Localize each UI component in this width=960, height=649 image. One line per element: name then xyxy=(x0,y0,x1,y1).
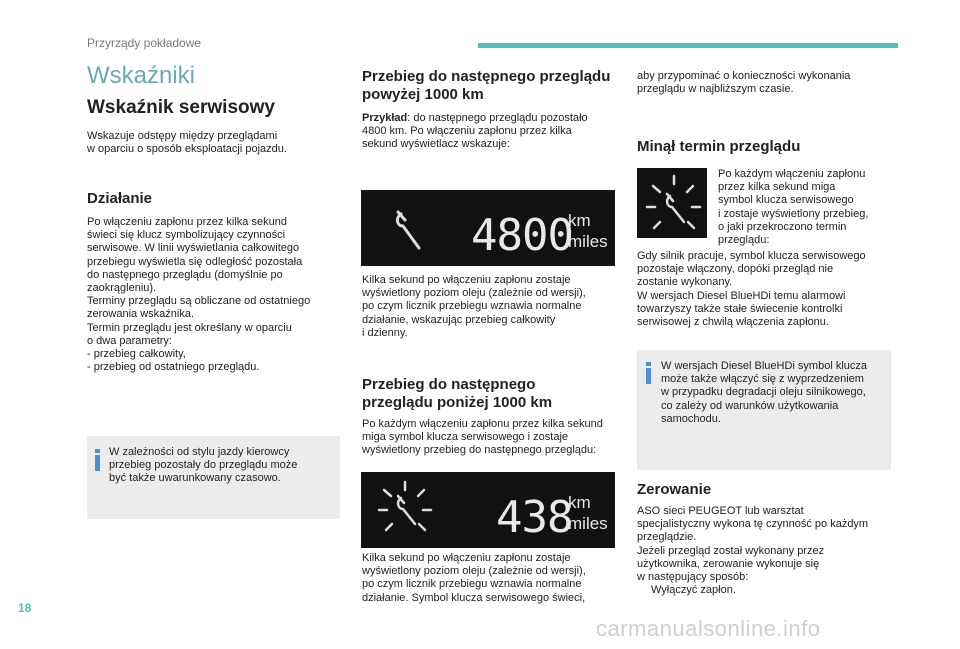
text-line: towarzyszy także stałe świecenie kontrolki xyxy=(637,302,843,315)
text-line: Gdy silnik pracuje, symbol klucza serwisowego xyxy=(637,250,866,262)
text-line: wyświetlony poziom oleju (zależnie od wersji), xyxy=(362,565,586,578)
info-line: W wersjach Diesel BlueHDi symbol klucza xyxy=(661,360,868,372)
heading-line: Przebieg do następnego przeglądu xyxy=(362,68,611,85)
zerowanie-paragraph xyxy=(637,505,899,597)
unit-miles: miles xyxy=(568,514,608,533)
display-value: 438 xyxy=(496,492,573,543)
text-line: specjalistyczny wykona tę czynność po każdym xyxy=(637,518,869,531)
text-line: przebiegu wyświetla się odległość pozostała xyxy=(87,255,303,268)
bullet-item xyxy=(637,584,899,597)
after-display-paragraph-2 xyxy=(362,552,624,605)
text-line: ASO sieci PEUGEOT lub warsztat xyxy=(637,505,804,517)
breadcrumb: Przyrządy pokładowe xyxy=(87,36,202,50)
text-line: zostanie wykonany. xyxy=(637,276,733,289)
continuation-paragraph xyxy=(637,70,897,96)
text-line: wyświetlony przebieg do następnego przeglądu: xyxy=(362,444,597,457)
text-line: działanie, wskazując przebieg całkowity xyxy=(362,313,556,326)
section-heading-below-1000 xyxy=(362,376,622,412)
text-line: W wersjach Diesel BlueHDi temu alarmowi xyxy=(637,289,846,302)
section-heading-zerowanie: Zerowanie xyxy=(637,481,712,498)
info-line: co zależy od warunków użytkowania xyxy=(661,399,839,412)
display-438 xyxy=(361,472,615,548)
info-line: przebieg pozostały do przeglądu może xyxy=(109,459,298,472)
text-line: - przebieg od ostatniego przeglądu. xyxy=(87,361,260,374)
dzialanie-paragraph xyxy=(87,216,342,374)
wrench-icon xyxy=(397,212,419,248)
info-line: W zależności od stylu jazdy kierowcy xyxy=(109,446,290,458)
text-line: wyświetlony poziom oleju (zależnie od wersji), xyxy=(362,287,586,300)
text-line: po czym licznik przebiegu wznawia normalne xyxy=(362,578,582,591)
unit-km: km xyxy=(568,493,591,512)
text-line: Termin przeglądu jest określany w oparciu xyxy=(87,321,292,334)
text-line: Kilka sekund po włączeniu zapłonu zostaje xyxy=(362,552,571,564)
info-line: być także uwarunkowany czasowo. xyxy=(109,472,281,485)
text-line: w następujący sposób: xyxy=(637,571,749,584)
text-line: po czym licznik przebiegu wznawia normalne xyxy=(362,300,582,313)
text-line: serwisowe. W linii wyświetlania całkowitego xyxy=(87,242,300,255)
section-heading-overdue: Minął termin przeglądu xyxy=(637,138,801,155)
unit-miles: miles xyxy=(568,232,608,251)
overdue-paragraph xyxy=(637,250,899,329)
text-line: pozostaje włączony, dopóki przegląd nie xyxy=(637,263,834,276)
text-line: miga symbol klucza serwisowego i zostaje xyxy=(362,431,569,444)
display-value: 4800 xyxy=(471,210,573,261)
example-paragraph xyxy=(362,112,622,152)
page-number: 18 xyxy=(18,601,32,615)
text-line: Kilka sekund po włączeniu zapłonu zostaje xyxy=(362,274,571,286)
overdue-side-paragraph xyxy=(718,168,898,247)
info-line: samochodu. xyxy=(661,412,721,425)
after-display-paragraph xyxy=(362,274,622,340)
text-line: użytkownika, zerowanie wykonuje się xyxy=(637,557,820,570)
text-line: Po włączeniu zapłonu przez kilka sekund xyxy=(87,216,287,228)
bullet-text: Wyłączyć zapłon. xyxy=(651,584,736,597)
info-box-right xyxy=(637,350,891,470)
text-line: przeglądu: xyxy=(718,234,770,247)
info-box-left xyxy=(87,436,340,519)
page-heading: Wskaźnik serwisowy xyxy=(87,97,275,118)
text-line: i dzienny. xyxy=(362,326,408,339)
text-line: Po każdym włączeniu zapłonu xyxy=(718,168,866,180)
heading-line: powyżej 1000 km xyxy=(362,86,484,103)
text-line: zaokrągleniu). xyxy=(87,282,157,295)
text-line: - przebieg całkowity, xyxy=(87,348,186,361)
section-heading-dzialanie: Działanie xyxy=(87,190,153,207)
display-4800 xyxy=(361,190,615,266)
info-line: może także włączyć się z wyprzedzeniem xyxy=(661,373,864,386)
text-line: aby przypominać o konieczności wykonania xyxy=(637,70,851,82)
info-line: w przypadku degradacji oleju silnikowego, xyxy=(661,386,866,399)
text-line: symbol klucza serwisowego xyxy=(718,194,854,207)
unit-km: km xyxy=(568,211,591,230)
text-line: i zostaje wyświetlony przebieg, xyxy=(718,207,869,220)
heading-line: przeglądu poniżej 1000 km xyxy=(362,394,553,411)
text-line: 4800 km. Po włączeniu zapłonu przez kilka xyxy=(362,125,572,138)
text-line: przeglądu w najbliższym czasie. xyxy=(637,83,794,96)
text-line: sekund wyświetlacz wskazuje: xyxy=(362,138,510,151)
flashing-wrench-icon xyxy=(647,176,700,228)
section-heading-above-1000 xyxy=(362,68,622,104)
intro-line: w oparciu o sposób eksploatacji pojazdu. xyxy=(87,143,287,156)
text-line: : do następnego przeglądu pozostało xyxy=(407,112,588,124)
text-line: Terminy przeglądu są obliczane od ostatniego xyxy=(87,295,311,308)
example-label: Przykład xyxy=(362,112,408,124)
heading-line: Przebieg do następnego xyxy=(362,376,536,393)
intro-paragraph xyxy=(87,130,337,156)
section-title: Wskaźniki xyxy=(87,62,196,89)
text-line: zerowania wskaźnika. xyxy=(87,308,194,321)
text-line: przeglądzie. xyxy=(637,531,697,544)
text-line: świeci się klucz symbolizujący czynności xyxy=(87,229,286,242)
text-line: działanie. Symbol klucza serwisowego świeci, xyxy=(362,591,586,604)
watermark: carmanualsonline.info xyxy=(596,616,821,641)
text-line: Jeżeli przegląd został wykonany przez xyxy=(637,544,825,557)
text-line: Po każdym włączeniu zapłonu przez kilka sekund xyxy=(362,418,603,430)
below-1000-paragraph xyxy=(362,418,624,458)
text-line: o dwa parametry: xyxy=(87,334,172,347)
flashing-wrench-icon xyxy=(379,482,431,530)
text-line: do następnego przeglądu (domyślnie po xyxy=(87,268,283,281)
intro-line: Wskazuje odstępy między przeglądami xyxy=(87,130,278,142)
text-line: przez kilka sekund miga xyxy=(718,181,836,194)
overdue-icon-box xyxy=(637,168,707,238)
text-line: o jaki przekroczono termin xyxy=(718,220,847,233)
header-accent-bar xyxy=(478,43,898,48)
text-line: serwisowej z chwilą włączenia zapłonu. xyxy=(637,316,829,329)
